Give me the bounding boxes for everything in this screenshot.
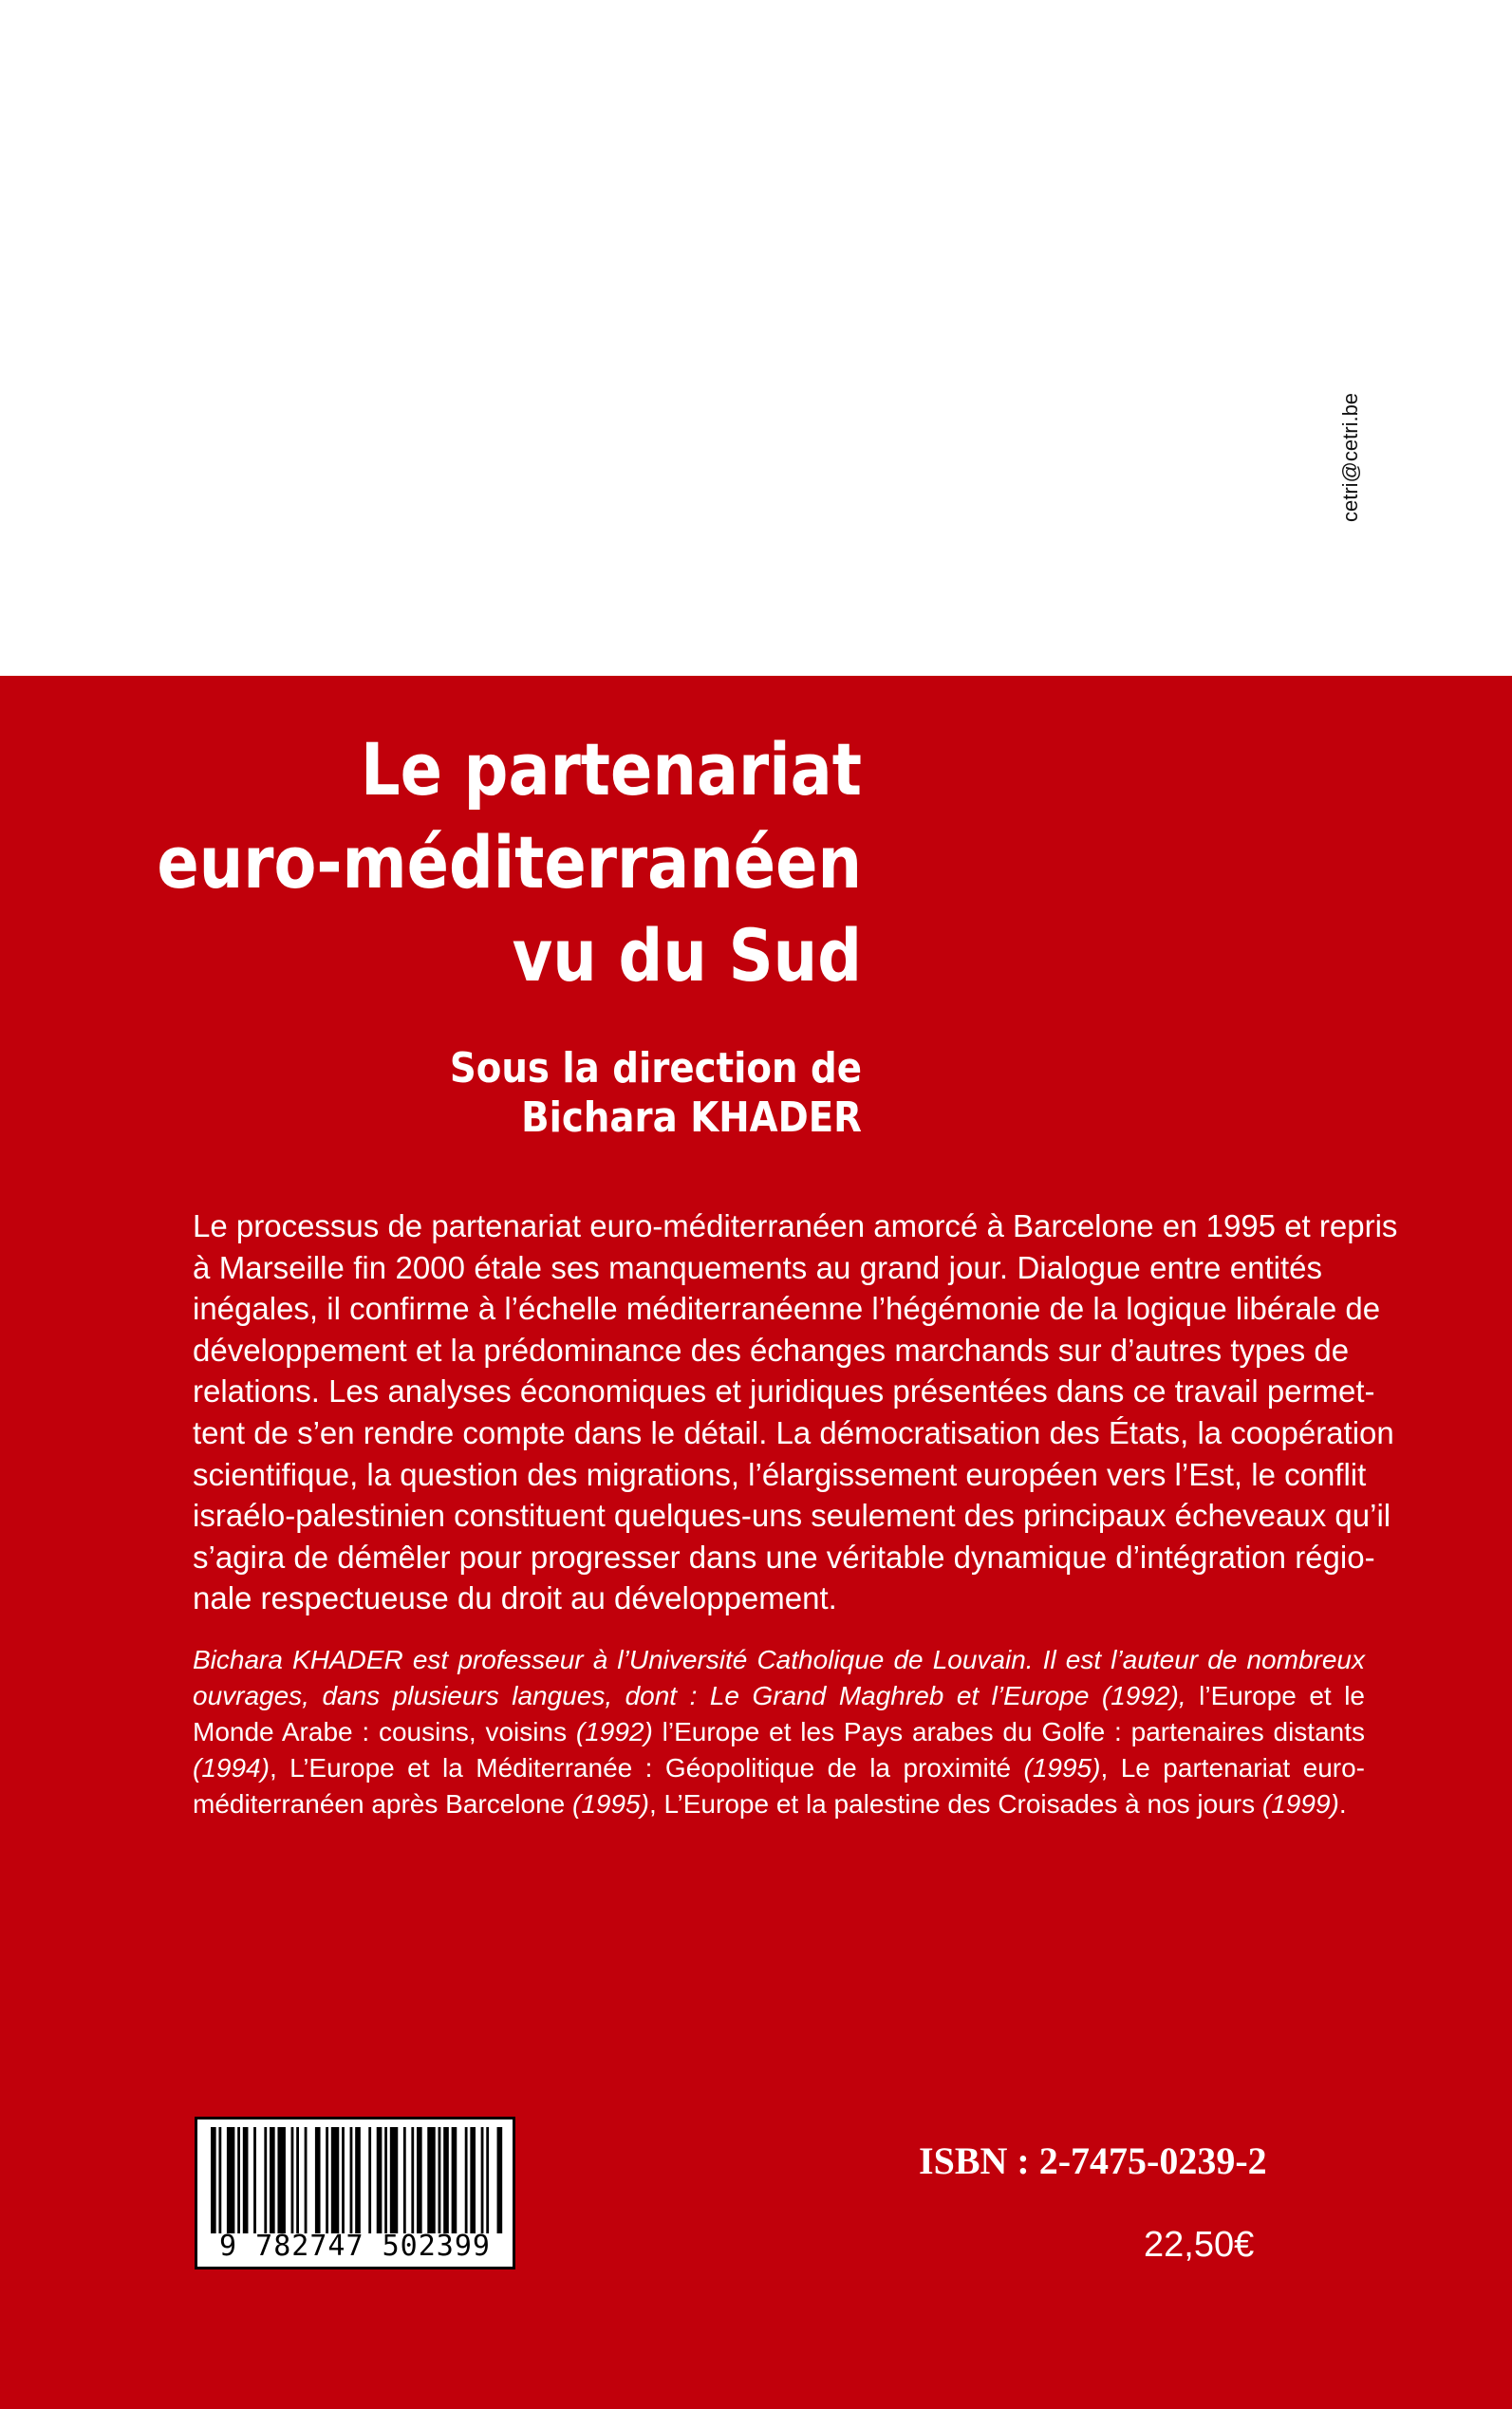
bio-line-3 xyxy=(193,1714,1365,1750)
barcode-bar xyxy=(243,2127,249,2233)
bio-text: Bichara KHADER est professeur à l’Université Catholique de Louvain. Il est l’auteur de nombreux xyxy=(193,1645,1365,1674)
editor-credit xyxy=(277,1044,862,1143)
subtitle-line-1: Sous la direction de xyxy=(449,1044,862,1092)
bio-line-1 xyxy=(193,1642,1365,1678)
bio-text: l’Europe et les Pays arabes du Golfe : partenaires distants xyxy=(662,1717,1365,1746)
summary-line: inégales, il confirme à l’échelle méditerranéenne l’hégémonie de la logique libérale de xyxy=(193,1291,1381,1327)
bio-text: méditerranéen après Barcelone xyxy=(193,1789,573,1819)
barcode-digits: 9 782747 502399 xyxy=(219,2230,491,2263)
barcode-bar xyxy=(417,2127,422,2233)
barcode-bar xyxy=(439,2127,441,2233)
title-line-3: vu du Sud xyxy=(512,913,862,998)
price: 22,50€ xyxy=(1144,2225,1255,2265)
barcode-bar xyxy=(443,2127,449,2233)
barcode-bar xyxy=(403,2127,406,2233)
bio-year: (1994) xyxy=(193,1753,270,1783)
isbn: ISBN : 2-7475-0239-2 xyxy=(919,2139,1267,2182)
summary-line: relations. Les analyses économiques et juridiques présentées dans ce travail permet- xyxy=(193,1373,1375,1410)
summary-line: scientifique, la question des migrations, l’élargissement européen vers l’Est, le conflit xyxy=(193,1456,1367,1492)
barcode-bar xyxy=(390,2127,398,2233)
summary-line: développement et la prédominance des échanges marchands sur d’autres types de xyxy=(193,1332,1350,1368)
summary-line: s’agira de démêler pour progresser dans une véritable dynamique d’intégration régio- xyxy=(193,1539,1375,1575)
barcode-bar xyxy=(291,2127,294,2233)
summary-line: nale respectueuse du droit au développement. xyxy=(193,1580,837,1616)
author-bio xyxy=(193,1642,1365,1822)
bio-year: (1995) xyxy=(572,1789,649,1819)
barcode-bar xyxy=(470,2127,476,2233)
barcode-bar xyxy=(211,2127,216,2233)
top-white-area xyxy=(0,0,1512,676)
barcode-bars xyxy=(211,2127,505,2233)
barcode-bar xyxy=(427,2127,435,2233)
barcode-bar xyxy=(377,2127,383,2233)
bio-line-2 xyxy=(193,1678,1365,1714)
barcode-bar xyxy=(264,2127,267,2233)
barcode-bar xyxy=(350,2127,353,2233)
barcode-bar xyxy=(218,2127,221,2233)
bio-text: l’Europe et le xyxy=(1199,1681,1365,1710)
barcode-bar xyxy=(331,2127,339,2233)
bio-year: (1999) xyxy=(1261,1789,1339,1819)
barcode-bar xyxy=(305,2127,308,2233)
bio-text: . xyxy=(1338,1789,1347,1819)
bio-text: , L’Europe et la palestine des Croisades à nos jours xyxy=(648,1789,1262,1819)
summary-line: à Marseille fin 2000 étale ses manquements au grand jour. Dialogue entre entités xyxy=(193,1249,1322,1285)
book-title xyxy=(127,723,862,1002)
subtitle-line-2: Bichara KHADER xyxy=(521,1093,862,1142)
summary-line: Le processus de partenariat euro-méditerranéen amorcé à Barcelone en 1995 et repris xyxy=(193,1208,1398,1243)
bio-text: ouvrages, dans plusieurs langues, dont : Le Grand Maghreb et l’Europe (1992), xyxy=(193,1681,1200,1710)
barcode-bar xyxy=(452,2127,457,2233)
barcode-bar xyxy=(481,2127,484,2233)
barcode-bar xyxy=(277,2127,285,2233)
barcode-bar xyxy=(355,2127,361,2233)
bio-year: (1992) xyxy=(575,1717,663,1746)
title-line-1: Le partenariat xyxy=(360,727,863,812)
bio-line-4 xyxy=(193,1750,1365,1786)
barcode-bar xyxy=(411,2127,414,2233)
bio-text: , Le partenariat euro- xyxy=(1100,1753,1365,1783)
barcode-bar xyxy=(465,2127,468,2233)
barcode-bar xyxy=(342,2127,345,2233)
barcode-bar xyxy=(315,2127,321,2233)
barcode-bar xyxy=(486,2127,489,2233)
barcode-bar xyxy=(270,2127,275,2233)
barcode-bar xyxy=(368,2127,371,2233)
bio-text: , L’Europe et la Méditerranée : Géopolitique de la proximité xyxy=(269,1753,1024,1783)
barcode xyxy=(195,2117,515,2269)
summary-line: israélo-palestinien constituent quelques-uns seulement des principaux écheveaux qu’il xyxy=(193,1498,1391,1534)
barcode-bar xyxy=(253,2127,256,2233)
summary-line: tent de s’en rendre compte dans le détail. La démocratisation des États, la coopération xyxy=(193,1414,1394,1450)
bio-year: (1995) xyxy=(1023,1753,1101,1783)
barcode-bar xyxy=(384,2127,387,2233)
barcode-bar xyxy=(296,2127,299,2233)
barcode-bar xyxy=(497,2127,503,2233)
barcode-bar xyxy=(227,2127,234,2233)
barcode-bar xyxy=(326,2127,328,2233)
watermark-email: cetri@cetri.be xyxy=(1338,392,1362,522)
bio-line-5 xyxy=(193,1786,1365,1822)
book-summary xyxy=(193,1205,1398,1619)
bio-text: Monde Arabe : cousins, voisins xyxy=(193,1717,576,1746)
title-line-2: euro-méditerranéen xyxy=(157,820,862,905)
barcode-bar xyxy=(237,2127,240,2233)
